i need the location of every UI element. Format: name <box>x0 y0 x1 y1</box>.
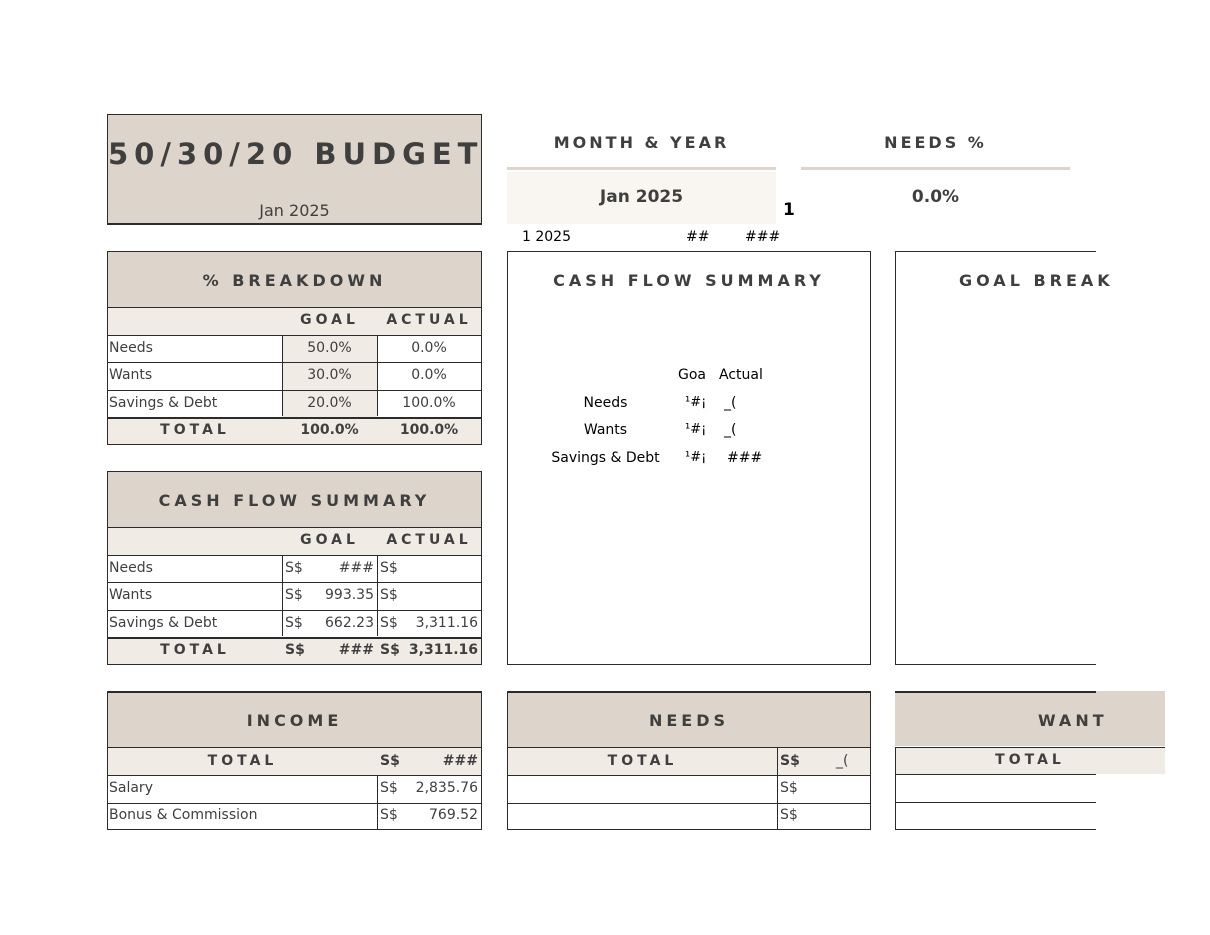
breakdown-actual-header: ACTUAL <box>386 312 472 328</box>
budget-date: Jan 2025 <box>259 201 330 220</box>
income-table: INCOME TOTAL S$ ### Salary S$ 2,835.76 Bonus & Commission S$ 769.52 <box>107 691 482 830</box>
budget-title: 50/30/20 BUDGET <box>108 137 484 171</box>
breakdown-total-goal: 100.0% <box>300 422 359 438</box>
cash-flow-actual-header: ACTUAL <box>386 532 472 548</box>
wants-title: WANT <box>1038 711 1108 730</box>
percent-breakdown-table: % BREAKDOWN GOAL ACTUAL Needs 50.0% 0.0% Wants 30.0% 0.0% Savings & Debt 20.0% 100.0% TOTAL 100.0% 100.0% <box>107 251 482 445</box>
breakdown-total-actual: 100.0% <box>399 422 459 438</box>
table-row: Needs <box>109 560 153 576</box>
needs-title: NEEDS <box>648 711 730 730</box>
month-index: 1 <box>783 200 795 220</box>
table-row: Wants <box>109 587 153 603</box>
income-total-value: ### <box>442 753 478 769</box>
list-item[interactable]: Bonus & Commission <box>109 807 258 823</box>
goal-breakdown-panel[interactable] <box>895 251 1114 665</box>
helper-cell-c: ### <box>745 229 781 245</box>
income-total-label: TOTAL <box>207 753 278 769</box>
percent-breakdown-title: % BREAKDOWN <box>202 271 387 290</box>
table-row: Needs <box>109 340 153 356</box>
cash-flow-total-label: TOTAL <box>160 642 230 658</box>
table-row: Savings & Debt <box>109 615 218 631</box>
wants-table <box>895 691 1165 830</box>
goal-breakdown-title: GOAL BREAK <box>959 271 1114 290</box>
month-year-input[interactable]: Jan 2025 <box>507 172 776 224</box>
income-title: INCOME <box>246 711 343 730</box>
chart-row-label: Needs <box>583 395 628 411</box>
helper-cell-b: ## <box>686 229 710 245</box>
budget-title-block <box>107 114 482 225</box>
breakdown-total-label: TOTAL <box>160 422 230 438</box>
chart-goal-header: Goa <box>678 367 706 383</box>
table-row: Wants <box>109 367 153 383</box>
cash-flow-title: CASH FLOW SUMMARY <box>158 491 431 510</box>
table-row: Savings & Debt <box>109 395 218 411</box>
cash-flow-chart-title: CASH FLOW SUMMARY <box>553 271 825 290</box>
cash-flow-total-goal: ### <box>338 642 374 658</box>
wants-total-label: TOTAL <box>995 752 1065 768</box>
list-item[interactable]: Salary <box>109 780 153 796</box>
cash-flow-chart-panel[interactable]: CASH FLOW SUMMARY Goa Actual Needs ¹#¡ _( Wants ¹#¡ _( Savings & Debt ¹#¡ ### <box>507 251 871 665</box>
needs-total-value: _( <box>836 753 849 769</box>
chart-row-label: Wants <box>583 422 628 438</box>
needs-table: NEEDS TOTAL S$ _( S$ S$ <box>507 691 871 830</box>
needs-percent-label: NEEDS % <box>801 130 1070 170</box>
cash-flow-goal-header: GOAL <box>300 532 359 548</box>
needs-total-label: TOTAL <box>607 753 678 769</box>
cash-flow-total-actual: 3,311.16 <box>408 642 478 658</box>
cash-flow-table: CASH FLOW SUMMARY GOAL ACTUAL Needs S$ ### S$ Wants S$ 993.35 S$ Savings & Debt S$ 662.23 S$ 3,311.16 TOTAL S$ ### S$ 3,311.16 <box>107 471 482 665</box>
helper-cell-a: 1 2025 <box>522 229 571 245</box>
breakdown-goal-header: GOAL <box>300 312 359 328</box>
needs-percent-value: 0.0% <box>911 187 960 207</box>
month-year-label: MONTH & YEAR <box>507 130 776 170</box>
chart-row-label: Savings & Debt <box>551 450 660 466</box>
chart-actual-header: Actual <box>719 367 763 383</box>
